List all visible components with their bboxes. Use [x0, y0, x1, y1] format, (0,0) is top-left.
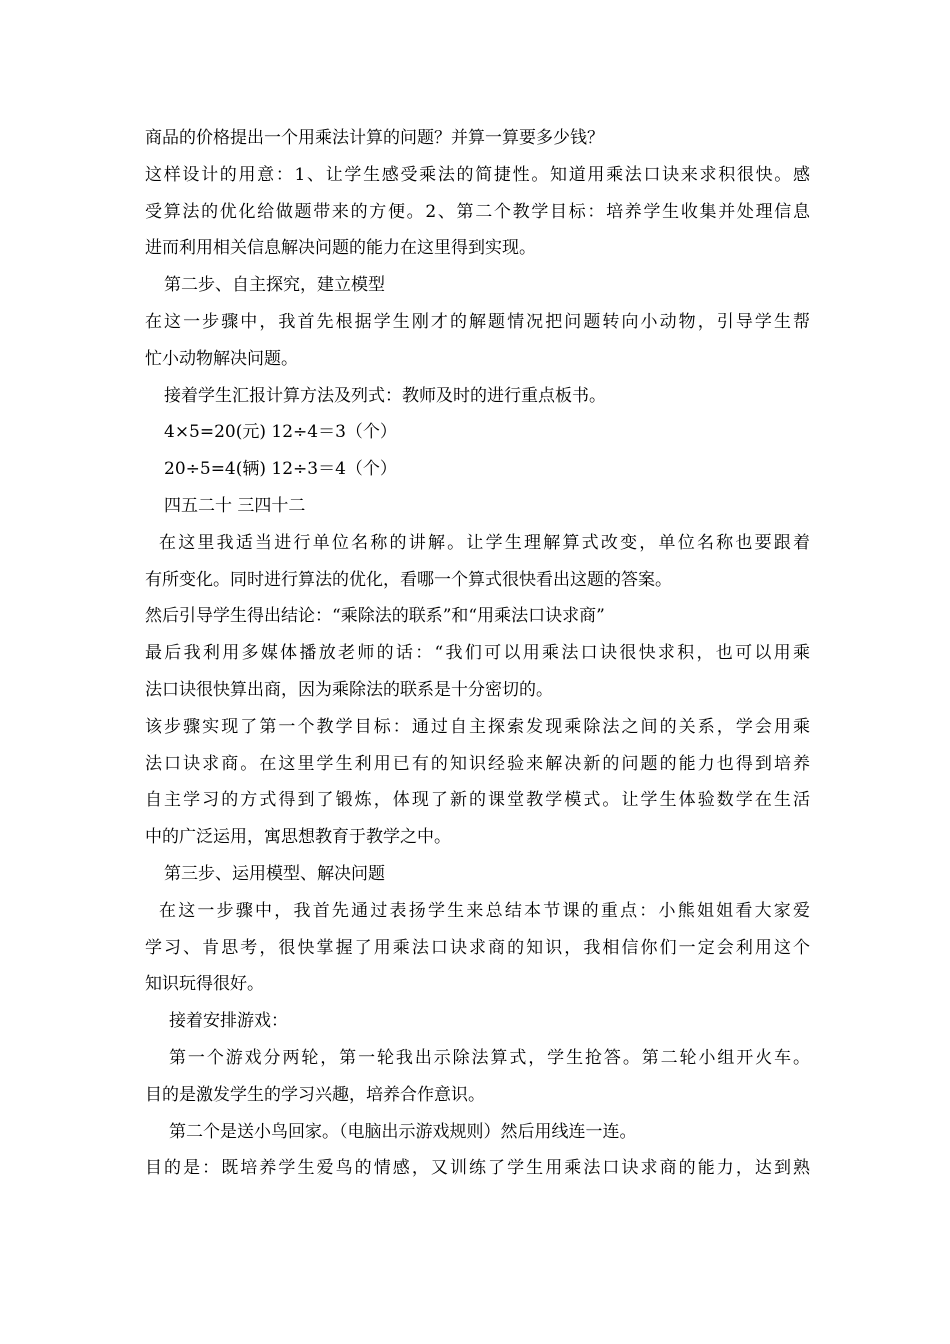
text-line: 最后我利用多媒体播放老师的话：“我们可以用乘法口诀很快求积，也可以用乘	[145, 643, 810, 664]
text-line: 接着学生汇报计算方法及列式：教师及时的进行重点板书。	[164, 385, 606, 406]
text-line: 受算法的优化给做题带来的方便。2、第二个教学目标：培养学生收集并处理信息	[145, 201, 810, 222]
text-line: 知识玩得很好。	[145, 974, 264, 995]
text-line: 自主学习的方式得到了锻炼，体现了新的课堂教学模式。让学生体验数学在生活	[145, 790, 810, 811]
text-line: 商品的价格提出一个用乘法计算的问题？并算一算要多少钱？	[145, 128, 604, 148]
text-line: 在这一步骤中，我首先通过表扬学生来总结本节课的重点：小熊姐姐看大家爱	[159, 900, 810, 921]
text-line: 中的广泛运用，寓思想教育于教学之中。	[145, 827, 451, 848]
text-line: 学习、肯思考，很快掌握了用乘法口诀求商的知识，我相信你们一定会利用这个	[145, 937, 810, 958]
text-line: 接着安排游戏：	[169, 1011, 288, 1032]
text-line: 第二个是送小鸟回家。（电脑出示游戏规则）然后用线连一连。	[169, 1121, 637, 1142]
text-line: 进而利用相关信息解决问题的能力在这里得到实现。	[145, 238, 536, 259]
section-heading: 第三步、运用模型、解决问题	[164, 863, 385, 884]
text-line: 有所变化。同时进行算法的优化，看哪一个算式很快看出这题的答案。	[145, 569, 672, 590]
text-line: 法口诀求商。在这里学生利用已有的知识经验来解决新的问题的能力也得到培养	[145, 753, 810, 774]
text-line: 第一个游戏分两轮，第一轮我出示除法算式，学生抢答。第二轮小组开火车。	[169, 1047, 810, 1068]
formula-line: 4×5=20(元) 12÷4＝3（个）	[164, 422, 397, 443]
text-line: 法口诀很快算出商，因为乘除法的联系是十分密切的。	[145, 679, 553, 700]
text-line: 然后引导学生得出结论：“乘除法的联系”和“用乘法口诀求商”	[145, 606, 605, 627]
text-line: 这样设计的用意：1、让学生感受乘法的简捷性。知道用乘法口诀来求积很快。感	[145, 164, 810, 185]
formula-line: 四五二十 三四十二	[164, 495, 306, 516]
document-body	[145, 120, 810, 1187]
text-line: 该步骤实现了第一个教学目标：通过自主探索发现乘除法之间的关系，学会用乘	[145, 716, 810, 737]
text-line: 目的是激发学生的学习兴趣，培养合作意识。	[145, 1084, 485, 1105]
section-heading: 第二步、自主探究，建立模型	[164, 275, 385, 296]
text-line: 在这一步骤中，我首先根据学生刚才的解题情况把问题转向小动物，引导学生帮	[145, 311, 810, 332]
text-line: 忙小动物解决问题。	[145, 348, 298, 369]
formula-line: 20÷5=4(辆) 12÷3＝4（个）	[164, 459, 397, 480]
text-line: 目的是：既培养学生爱鸟的情感，又训练了学生用乘法口诀求商的能力，达到熟	[145, 1158, 810, 1179]
text-line: 在这里我适当进行单位名称的讲解。让学生理解算式改变，单位名称也要跟着	[159, 532, 810, 553]
